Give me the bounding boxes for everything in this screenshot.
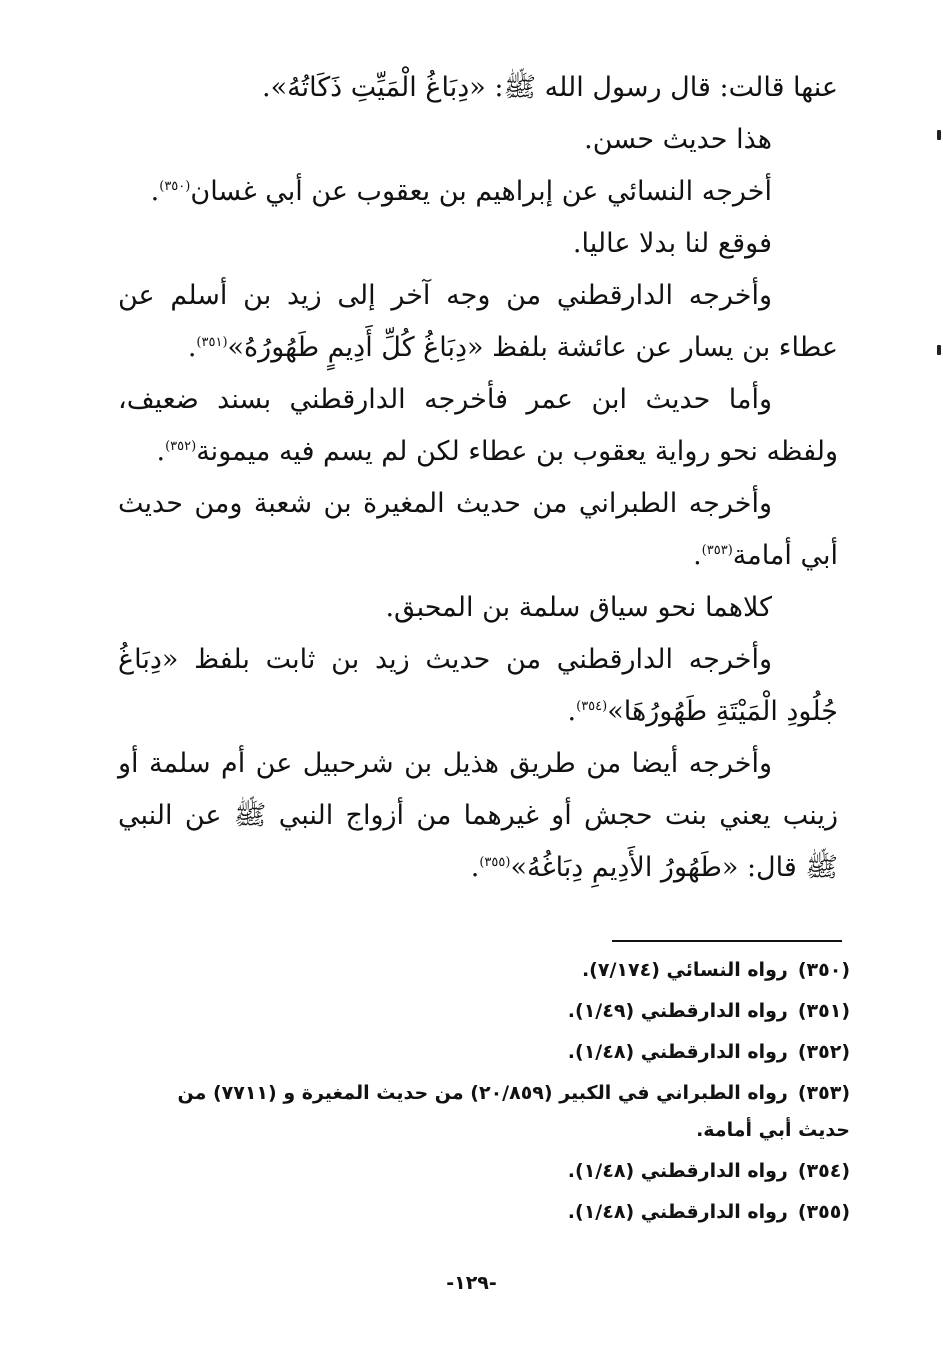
footnote-351	[130, 993, 850, 1030]
footnote-ref-354[interactable]: (٣٥٤)	[576, 699, 608, 714]
hadith-quote-9: «دِبَاغُ جُلُودِ الْمَيْتَةِ طَهُورُهَا»	[118, 644, 838, 727]
footnote-number: (٣٥٤)	[797, 1160, 850, 1182]
paragraph-7	[118, 478, 838, 582]
paragraph-6-text: وأما حديث ابن عمر فأخرجه الدارقطني بسند ضعيف، ولفظه نحو رواية يعقوب بن عطاء لكن لم يسم فيه ميمونة	[118, 384, 838, 467]
footnote-354	[130, 1153, 850, 1190]
footnote-number: (٣٥٣)	[797, 1082, 850, 1104]
footnote-353	[130, 1075, 850, 1149]
footnote-divider	[612, 940, 842, 942]
paragraph-4: فوقع لنا بدلا عاليا.	[572, 228, 772, 259]
paragraph-2: هذا حديث حسن.	[584, 124, 772, 155]
paragraph-10-end: .	[470, 852, 480, 883]
paragraph-5	[118, 270, 838, 374]
hadith-quote-1: «دِبَاغُ الْمَيِّتِ ذَكَاتُهُ»	[270, 72, 486, 103]
footnote-ref-353[interactable]: (٣٥٣)	[701, 543, 733, 558]
page-number: -١٢٩-	[446, 1272, 497, 1294]
footnote-350	[130, 952, 850, 989]
footnote-text: رواه الطبراني في الكبير (٢٠/٨٥٩) من حديث المغيرة و (٧٧١١) من حديث أبي أمامة.	[177, 1082, 850, 1141]
scan-edge-mark	[937, 345, 941, 355]
footnote-355	[130, 1194, 850, 1231]
footnote-text: رواه النسائي (٧/١٧٤).	[581, 959, 788, 981]
paragraph-1	[118, 62, 838, 114]
footnote-number: (٣٥٢)	[797, 1041, 850, 1063]
scan-edge-mark	[937, 130, 941, 140]
footnote-text: رواه الدارقطني (١/٤٨).	[567, 1201, 788, 1223]
paragraph-3-text: أخرجه النسائي عن إبراهيم بن يعقوب عن أبي غسان	[190, 176, 772, 207]
paragraph-9	[118, 634, 838, 738]
paragraph-10-text: وأخرجه أيضا من طريق هذيل بن شرحبيل عن أم سلمة أو زينب يعني بنت حجش أو غيرهما من أزواج النبي ﷺ عن النبي ﷺ قال:	[118, 748, 838, 883]
footnote-number: (٣٥٥)	[797, 1201, 850, 1223]
paragraph-8: كلاهما نحو سياق سلمة بن المحبق.	[385, 592, 772, 623]
paragraph-7-text: وأخرجه الطبراني من حديث المغيرة بن شعبة ومن حديث أبي أمامة	[118, 488, 838, 571]
paragraph-5-text: وأخرجه الدارقطني من وجه آخر إلى زيد بن أسلم عن عطاء بن يسار عن عائشة بلفظ	[118, 280, 838, 363]
paragraph-3	[118, 166, 838, 218]
paragraph-1-end: .	[262, 72, 271, 103]
hadith-quote-10: «طَهُورُ الأَدِيمِ دِبَاغُهُ»	[510, 852, 739, 883]
paragraph-5-end: .	[187, 332, 197, 363]
footnote-ref-351[interactable]: (٣٥١)	[196, 335, 228, 350]
paragraph-1-text: عنها قالت: قال رسول الله ﷺ:	[485, 72, 838, 103]
paragraph-10	[118, 738, 838, 894]
footnote-ref-350[interactable]: (٣٥٠)	[159, 179, 191, 194]
paragraph-6	[118, 374, 838, 478]
hadith-quote-5: «دِبَاغُ كُلِّ أَدِيمٍ طَهُورُهُ»	[227, 332, 484, 363]
footnote-352	[130, 1034, 850, 1071]
footnote-number: (٣٥١)	[797, 1000, 850, 1022]
footnote-number: (٣٥٠)	[797, 959, 850, 981]
footnote-text: رواه الدارقطني (١/٤٩).	[567, 1000, 788, 1022]
footnote-ref-355[interactable]: (٣٥٥)	[479, 855, 511, 870]
paragraph-7-end: .	[693, 540, 702, 571]
paragraph-9-end: .	[567, 696, 577, 727]
paragraph-6-end: .	[156, 436, 166, 467]
main-text	[118, 62, 838, 894]
footnote-text: رواه الدارقطني (١/٤٨).	[567, 1041, 788, 1063]
footnote-text: رواه الدارقطني (١/٤٨).	[567, 1160, 788, 1182]
paragraph-9-text: وأخرجه الدارقطني من حديث زيد بن ثابت بلفظ	[178, 644, 772, 675]
paragraph-3-end: .	[150, 176, 160, 207]
footnotes-section	[130, 952, 850, 1235]
footnote-ref-352[interactable]: (٣٥٢)	[165, 439, 197, 454]
